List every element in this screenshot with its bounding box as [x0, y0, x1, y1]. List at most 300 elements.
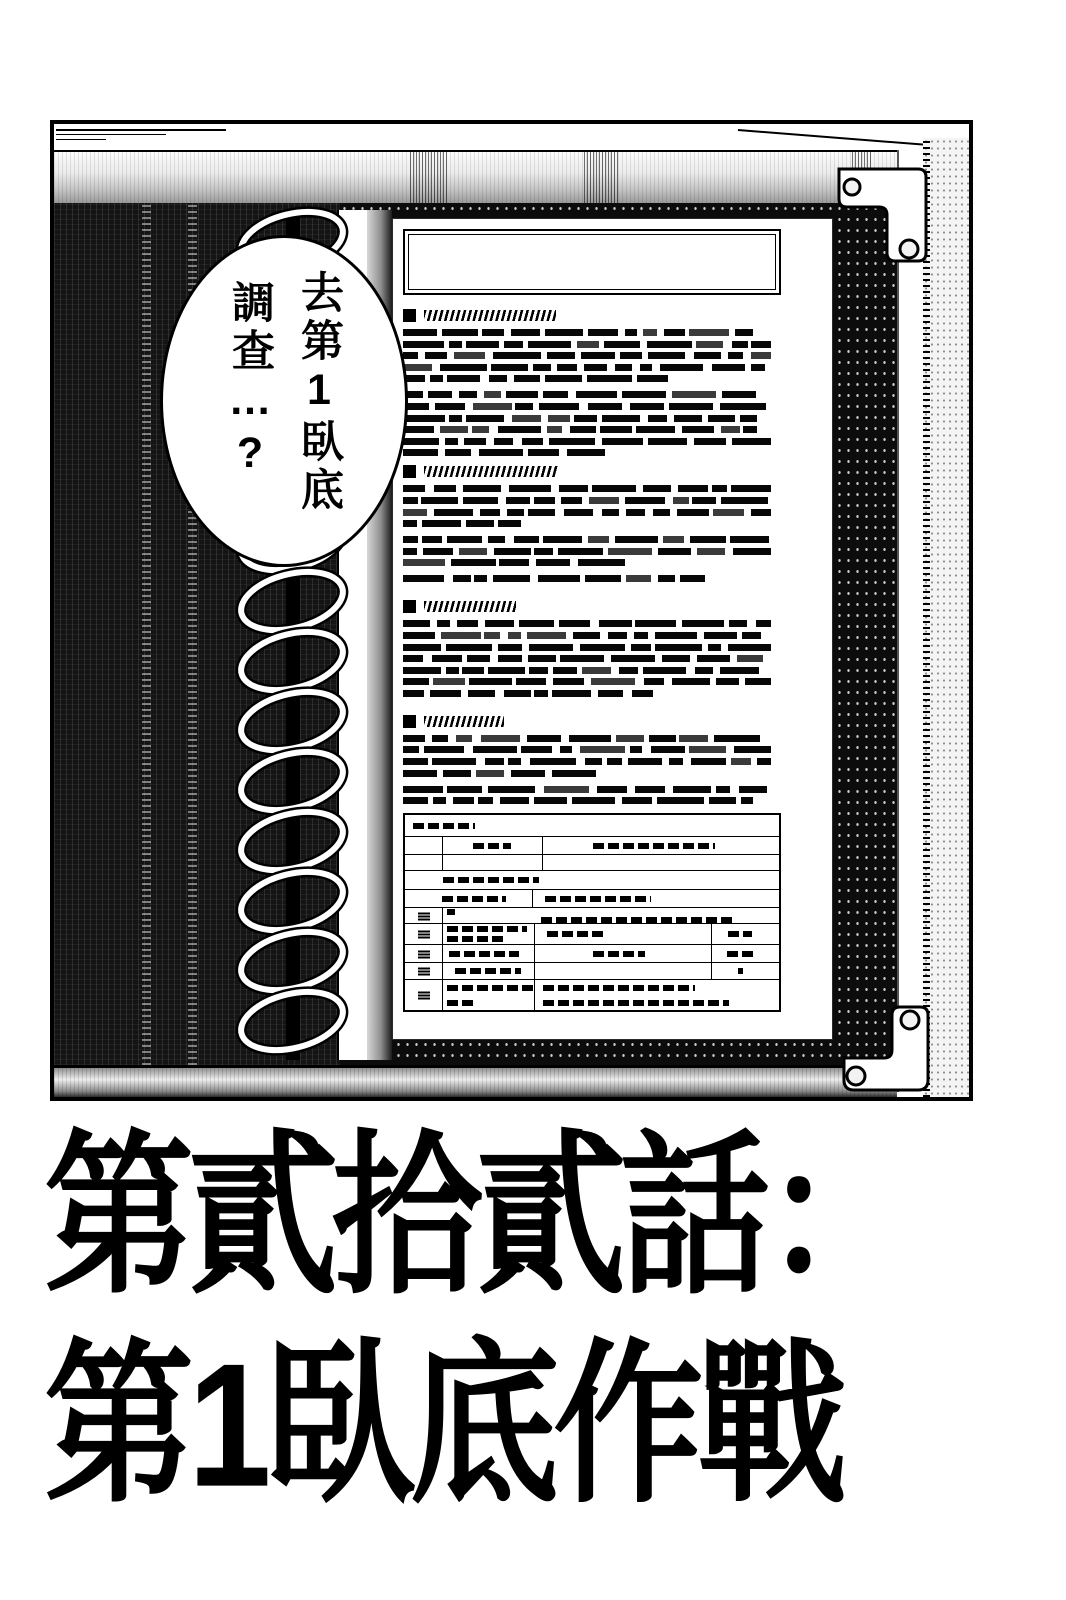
- redacted-segment: [644, 678, 664, 685]
- redacted-segment: [403, 690, 424, 697]
- redacted-segment: [574, 415, 596, 422]
- redacted-segment: [488, 786, 535, 793]
- redacted-segment: [552, 770, 596, 777]
- redacted-segment: [403, 758, 428, 765]
- redacted-segment: [580, 644, 625, 651]
- redacted-segment: [528, 509, 556, 516]
- redacted-segment: [592, 485, 636, 492]
- cell-scribble: [443, 877, 539, 883]
- redacted-segment: [504, 690, 531, 697]
- square-bullet-icon: [403, 715, 416, 728]
- redacted-segment: [678, 485, 709, 492]
- redacted-segment: [442, 329, 478, 336]
- table-cell: [711, 963, 779, 979]
- redacted-segment: [445, 449, 471, 456]
- redacted-segment: [591, 678, 635, 685]
- redacted-text-line: [403, 352, 771, 359]
- redacted-segment: [557, 364, 576, 371]
- redacted-segment: [473, 403, 512, 410]
- redacted-segment: [529, 667, 549, 674]
- redacted-segment: [515, 403, 533, 410]
- band-shading: [410, 152, 448, 203]
- cell-scribble: [447, 909, 455, 915]
- table-cell: [534, 963, 711, 979]
- redacted-segment: [720, 667, 759, 674]
- redacted-segment: [648, 415, 667, 422]
- cell-scribble: [413, 823, 475, 829]
- redacted-segment: [500, 797, 528, 804]
- redacted-segment: [506, 497, 530, 504]
- table-cell: [442, 908, 779, 923]
- redacted-segment: [588, 403, 623, 410]
- redacted-text-line: [403, 690, 653, 697]
- table-cell: [534, 924, 711, 944]
- redacted-text-line: [403, 632, 771, 639]
- redacted-segment: [598, 690, 624, 697]
- redacted-segment: [576, 391, 617, 398]
- redacted-segment: [536, 559, 570, 566]
- redacted-segment: [474, 575, 487, 582]
- cell-scribble: [543, 985, 695, 991]
- redacted-segment: [643, 329, 657, 336]
- doc-section: [403, 309, 781, 456]
- speech-bubble: [160, 235, 408, 567]
- table-cell: [442, 963, 534, 979]
- redacted-segment: [462, 667, 484, 674]
- redacted-segment: [588, 329, 618, 336]
- redacted-segment: [573, 632, 600, 639]
- redacted-segment: [456, 735, 472, 742]
- redacted-segment: [757, 758, 771, 765]
- redacted-text-line: [403, 403, 771, 410]
- redacted-text-line: [403, 667, 771, 674]
- redacted-segment: [463, 485, 502, 492]
- redacted-segment: [751, 509, 771, 516]
- redacted-segment: [498, 520, 521, 527]
- doc-title-box-inner: [408, 234, 776, 290]
- redacted-segment: [522, 438, 544, 445]
- redacted-text-line: [403, 364, 771, 371]
- redacted-segment: [545, 329, 584, 336]
- redacted-segment: [730, 536, 769, 543]
- table-cell: [442, 837, 542, 854]
- table-cell: [405, 837, 442, 854]
- table-cell: [405, 815, 779, 836]
- redacted-segment: [732, 438, 771, 445]
- redacted-segment: [733, 548, 771, 555]
- redacted-segment: [622, 797, 651, 804]
- redacted-segment: [403, 678, 429, 685]
- redacted-segment: [682, 426, 714, 433]
- redacted-segment: [491, 364, 528, 371]
- redacted-segment: [697, 548, 726, 555]
- cell-scribble: [727, 951, 753, 957]
- redacted-segment: [437, 620, 450, 627]
- doc-title-box: [403, 229, 781, 295]
- cell-scribble: [593, 951, 645, 957]
- redacted-segment: [403, 548, 417, 555]
- redacted-segment: [485, 620, 514, 627]
- redacted-segment: [403, 797, 428, 804]
- redacted-segment: [403, 329, 437, 336]
- cell-mark: [418, 967, 430, 976]
- redacted-segment: [709, 797, 736, 804]
- redacted-segment: [626, 575, 651, 582]
- chapter-title-line-1: 第貳拾貳話：: [44, 1117, 909, 1315]
- table-cell: [405, 980, 442, 1010]
- redacted-segment: [653, 509, 670, 516]
- redacted-segment: [721, 426, 739, 433]
- doc-paragraph: [403, 786, 781, 805]
- redacted-segment: [529, 644, 573, 651]
- cell-scribble: [545, 896, 651, 902]
- table-cell: [542, 837, 779, 854]
- redacted-segment: [630, 746, 642, 753]
- redacted-segment: [494, 438, 513, 445]
- redacted-segment: [625, 329, 637, 336]
- redacted-segment: [697, 655, 730, 662]
- table-row: [405, 979, 779, 1010]
- redacted-segment: [599, 620, 632, 627]
- table-cell: [405, 890, 532, 907]
- cell-scribble: [447, 936, 505, 942]
- redacted-segment: [481, 735, 520, 742]
- binder-bottom-band: [54, 1065, 897, 1097]
- redacted-segment: [498, 644, 522, 651]
- redacted-text-line: [403, 797, 753, 804]
- redacted-segment: [463, 497, 498, 504]
- table-cell: [405, 855, 442, 870]
- redacted-segment: [720, 403, 766, 410]
- doc-paragraph: [403, 536, 781, 566]
- redacted-segment: [611, 655, 655, 662]
- redacted-segment: [403, 620, 430, 627]
- redacted-text-line: [403, 655, 771, 662]
- redacted-segment: [567, 449, 605, 456]
- cell-mark: [418, 949, 430, 958]
- bubble-line-2: 調查…?: [226, 280, 274, 482]
- redacted-segment: [403, 509, 427, 516]
- redacted-segment: [446, 667, 459, 674]
- redacted-segment: [493, 575, 529, 582]
- redacted-segment: [403, 364, 432, 371]
- redacted-segment: [580, 746, 626, 753]
- redacted-segment: [422, 536, 442, 543]
- redacted-segment: [674, 415, 702, 422]
- redacted-segment: [735, 329, 753, 336]
- case-right-strip: [897, 150, 923, 1092]
- doc-section: [403, 600, 781, 697]
- redacted-segment: [588, 536, 609, 543]
- redacted-segment: [679, 735, 708, 742]
- redacted-segment: [447, 375, 480, 382]
- redacted-segment: [696, 341, 724, 348]
- redacted-segment: [695, 667, 713, 674]
- redacted-segment: [636, 426, 675, 433]
- doc-section: [403, 715, 781, 804]
- redacted-text-line: [403, 536, 771, 543]
- table-cell: [532, 890, 779, 907]
- table-cell: [405, 908, 442, 923]
- redacted-segment: [584, 364, 608, 371]
- redacted-segment: [449, 341, 462, 348]
- redacted-segment: [558, 548, 604, 555]
- redacted-segment: [480, 509, 499, 516]
- redacted-segment: [669, 403, 713, 410]
- redacted-segment: [516, 678, 547, 685]
- speech-bubble-text: [181, 270, 387, 534]
- table-cell: [534, 945, 711, 962]
- heading-scribble: [424, 716, 504, 727]
- redacted-segment: [440, 364, 487, 371]
- redacted-text-line: [403, 575, 716, 582]
- redacted-segment: [553, 667, 577, 674]
- redacted-segment: [626, 509, 645, 516]
- redacted-segment: [459, 548, 487, 555]
- redacted-segment: [655, 644, 702, 651]
- redacted-segment: [604, 341, 640, 348]
- redacted-segment: [484, 391, 500, 398]
- redacted-segment: [534, 497, 555, 504]
- redacted-segment: [521, 746, 551, 753]
- redacted-segment: [508, 632, 521, 639]
- table-cell: [711, 924, 779, 944]
- cell-scribble: [449, 951, 519, 957]
- redacted-segment: [403, 438, 439, 445]
- table-row: [405, 907, 779, 923]
- table-cell: [442, 924, 534, 944]
- redacted-segment: [619, 667, 638, 674]
- redacted-text-line: [403, 497, 771, 504]
- redacted-segment: [507, 509, 524, 516]
- redacted-segment: [602, 509, 619, 516]
- redacted-segment: [691, 758, 725, 765]
- redacted-segment: [708, 415, 735, 422]
- redacted-segment: [756, 620, 771, 627]
- doc-section-heading: [403, 715, 781, 728]
- redacted-segment: [549, 438, 595, 445]
- redacted-segment: [534, 797, 567, 804]
- redacted-segment: [732, 341, 748, 348]
- redacted-segment: [447, 536, 481, 543]
- redacted-segment: [689, 329, 729, 336]
- redacted-segment: [631, 644, 651, 651]
- redacted-segment: [457, 620, 478, 627]
- redacted-segment: [577, 341, 599, 348]
- redacted-segment: [403, 786, 443, 793]
- redacted-segment: [662, 655, 690, 662]
- band-shading: [584, 152, 620, 203]
- redacted-segment: [716, 786, 730, 793]
- redacted-text-line: [403, 644, 771, 651]
- redacted-segment: [635, 786, 665, 793]
- redacted-segment: [559, 620, 590, 627]
- redacted-segment: [403, 632, 435, 639]
- redacted-segment: [731, 758, 751, 765]
- document-page: [392, 218, 833, 1040]
- square-bullet-icon: [403, 309, 416, 322]
- redacted-segment: [430, 375, 443, 382]
- redacted-segment: [489, 375, 507, 382]
- table-cell: [405, 963, 442, 979]
- redacted-segment: [453, 575, 471, 582]
- redacted-segment: [478, 797, 493, 804]
- speed-line: [56, 134, 166, 135]
- redacted-segment: [722, 391, 756, 398]
- redacted-segment: [548, 415, 570, 422]
- redacted-segment: [663, 536, 684, 543]
- redacted-segment: [432, 735, 448, 742]
- redacted-segment: [741, 797, 753, 804]
- doc-paragraph: [403, 620, 781, 697]
- redacted-segment: [657, 797, 704, 804]
- stipple-hatch: [923, 138, 930, 1097]
- redacted-segment: [453, 797, 474, 804]
- redacted-segment: [660, 364, 704, 371]
- redacted-segment: [635, 620, 676, 627]
- table-cell: [542, 855, 779, 870]
- redacted-segment: [728, 352, 744, 359]
- redacted-text-line: [403, 548, 771, 555]
- redacted-segment: [664, 329, 686, 336]
- redacted-segment: [527, 632, 566, 639]
- redacted-segment: [424, 746, 465, 753]
- redacted-segment: [509, 485, 551, 492]
- redacted-segment: [572, 797, 615, 804]
- redacted-segment: [459, 391, 477, 398]
- redacted-segment: [403, 559, 445, 566]
- redacted-segment: [482, 329, 504, 336]
- cell-scribble: [738, 968, 743, 974]
- redacted-segment: [589, 497, 619, 504]
- redacted-segment: [466, 520, 494, 527]
- cell-scribble: [543, 1000, 729, 1006]
- redacted-segment: [569, 735, 611, 742]
- cell-mark: [418, 911, 430, 920]
- redacted-segment: [673, 497, 689, 504]
- table-cell: [442, 945, 534, 962]
- redacted-text-line: [403, 559, 631, 566]
- redacted-segment: [449, 415, 462, 422]
- redacted-segment: [403, 497, 418, 504]
- redacted-segment: [403, 644, 441, 651]
- table-cell: [405, 924, 442, 944]
- cell-mark: [418, 930, 430, 939]
- heading-scribble: [424, 310, 556, 321]
- table-cell: [405, 871, 779, 889]
- redacted-segment: [469, 678, 512, 685]
- redacted-segment: [493, 352, 541, 359]
- redacted-segment: [488, 536, 506, 543]
- redacted-segment: [514, 536, 538, 543]
- redacted-segment: [508, 758, 521, 765]
- redacted-segment: [615, 364, 632, 371]
- redacted-segment: [451, 559, 496, 566]
- doc-paragraph: [403, 391, 781, 456]
- redacted-segment: [545, 375, 582, 382]
- cell-scribble: [473, 843, 511, 849]
- redacted-text-line: [403, 509, 771, 516]
- redacted-segment: [643, 667, 686, 674]
- redacted-segment: [527, 735, 561, 742]
- redacted-segment: [587, 375, 631, 382]
- redacted-segment: [561, 497, 582, 504]
- corner-bracket-bottom-right: [842, 1005, 930, 1092]
- redacted-segment: [534, 548, 553, 555]
- cell-scribble: [442, 896, 506, 902]
- redacted-segment: [534, 690, 548, 697]
- redacted-segment: [472, 426, 489, 433]
- redacted-segment: [570, 426, 595, 433]
- binder-top-band: [54, 150, 897, 206]
- cell-scribble: [447, 985, 533, 991]
- redacted-segment: [479, 449, 523, 456]
- redacted-segment: [466, 341, 499, 348]
- redacted-segment: [514, 375, 540, 382]
- redacted-segment: [751, 364, 765, 371]
- redacted-segment: [498, 655, 521, 662]
- redacted-segment: [731, 485, 771, 492]
- redacted-segment: [547, 426, 563, 433]
- redacted-segment: [704, 632, 737, 639]
- redacted-segment: [680, 575, 705, 582]
- redacted-text-line: [403, 735, 771, 742]
- redacted-text-line: [403, 746, 771, 753]
- redacted-segment: [528, 655, 556, 662]
- redacted-text-line: [403, 438, 771, 445]
- bubble-line-1: 去第1臥底: [295, 270, 343, 515]
- doc-paragraph: [403, 329, 781, 382]
- cell-mark: [418, 991, 430, 1000]
- redacted-segment: [712, 485, 728, 492]
- doc-section: [403, 465, 781, 582]
- redacted-text-line: [403, 678, 771, 685]
- redacted-text-line: [403, 391, 771, 398]
- redacted-segment: [547, 352, 575, 359]
- redacted-segment: [616, 735, 644, 742]
- table-cell: [442, 855, 542, 870]
- redacted-segment: [445, 438, 458, 445]
- doc-section-heading: [403, 465, 781, 478]
- redacted-segment: [628, 758, 662, 765]
- redacted-segment: [403, 735, 425, 742]
- redacted-segment: [435, 403, 465, 410]
- table-row: [405, 836, 779, 854]
- redacted-segment: [430, 690, 461, 697]
- chapter-title-line-2: 第1臥底作戰: [44, 1326, 842, 1524]
- redacted-segment: [519, 620, 554, 627]
- redacted-text-line: [403, 375, 668, 382]
- redacted-segment: [467, 655, 489, 662]
- redacted-segment: [745, 678, 771, 685]
- redacted-segment: [446, 644, 492, 651]
- redacted-segment: [498, 426, 541, 433]
- redacted-segment: [403, 341, 444, 348]
- cell-scribble: [728, 931, 752, 937]
- redacted-segment: [564, 509, 594, 516]
- redacted-segment: [694, 438, 726, 445]
- redacted-segment: [443, 770, 470, 777]
- table-cell: [534, 980, 779, 1010]
- redacted-segment: [651, 746, 686, 753]
- redacted-segment: [559, 485, 588, 492]
- doc-section-heading: [403, 600, 781, 613]
- redacted-text-line: [403, 620, 771, 627]
- redacted-segment: [648, 438, 687, 445]
- redacted-segment: [485, 758, 504, 765]
- redacted-text-line: [403, 449, 605, 456]
- heading-scribble: [424, 466, 558, 477]
